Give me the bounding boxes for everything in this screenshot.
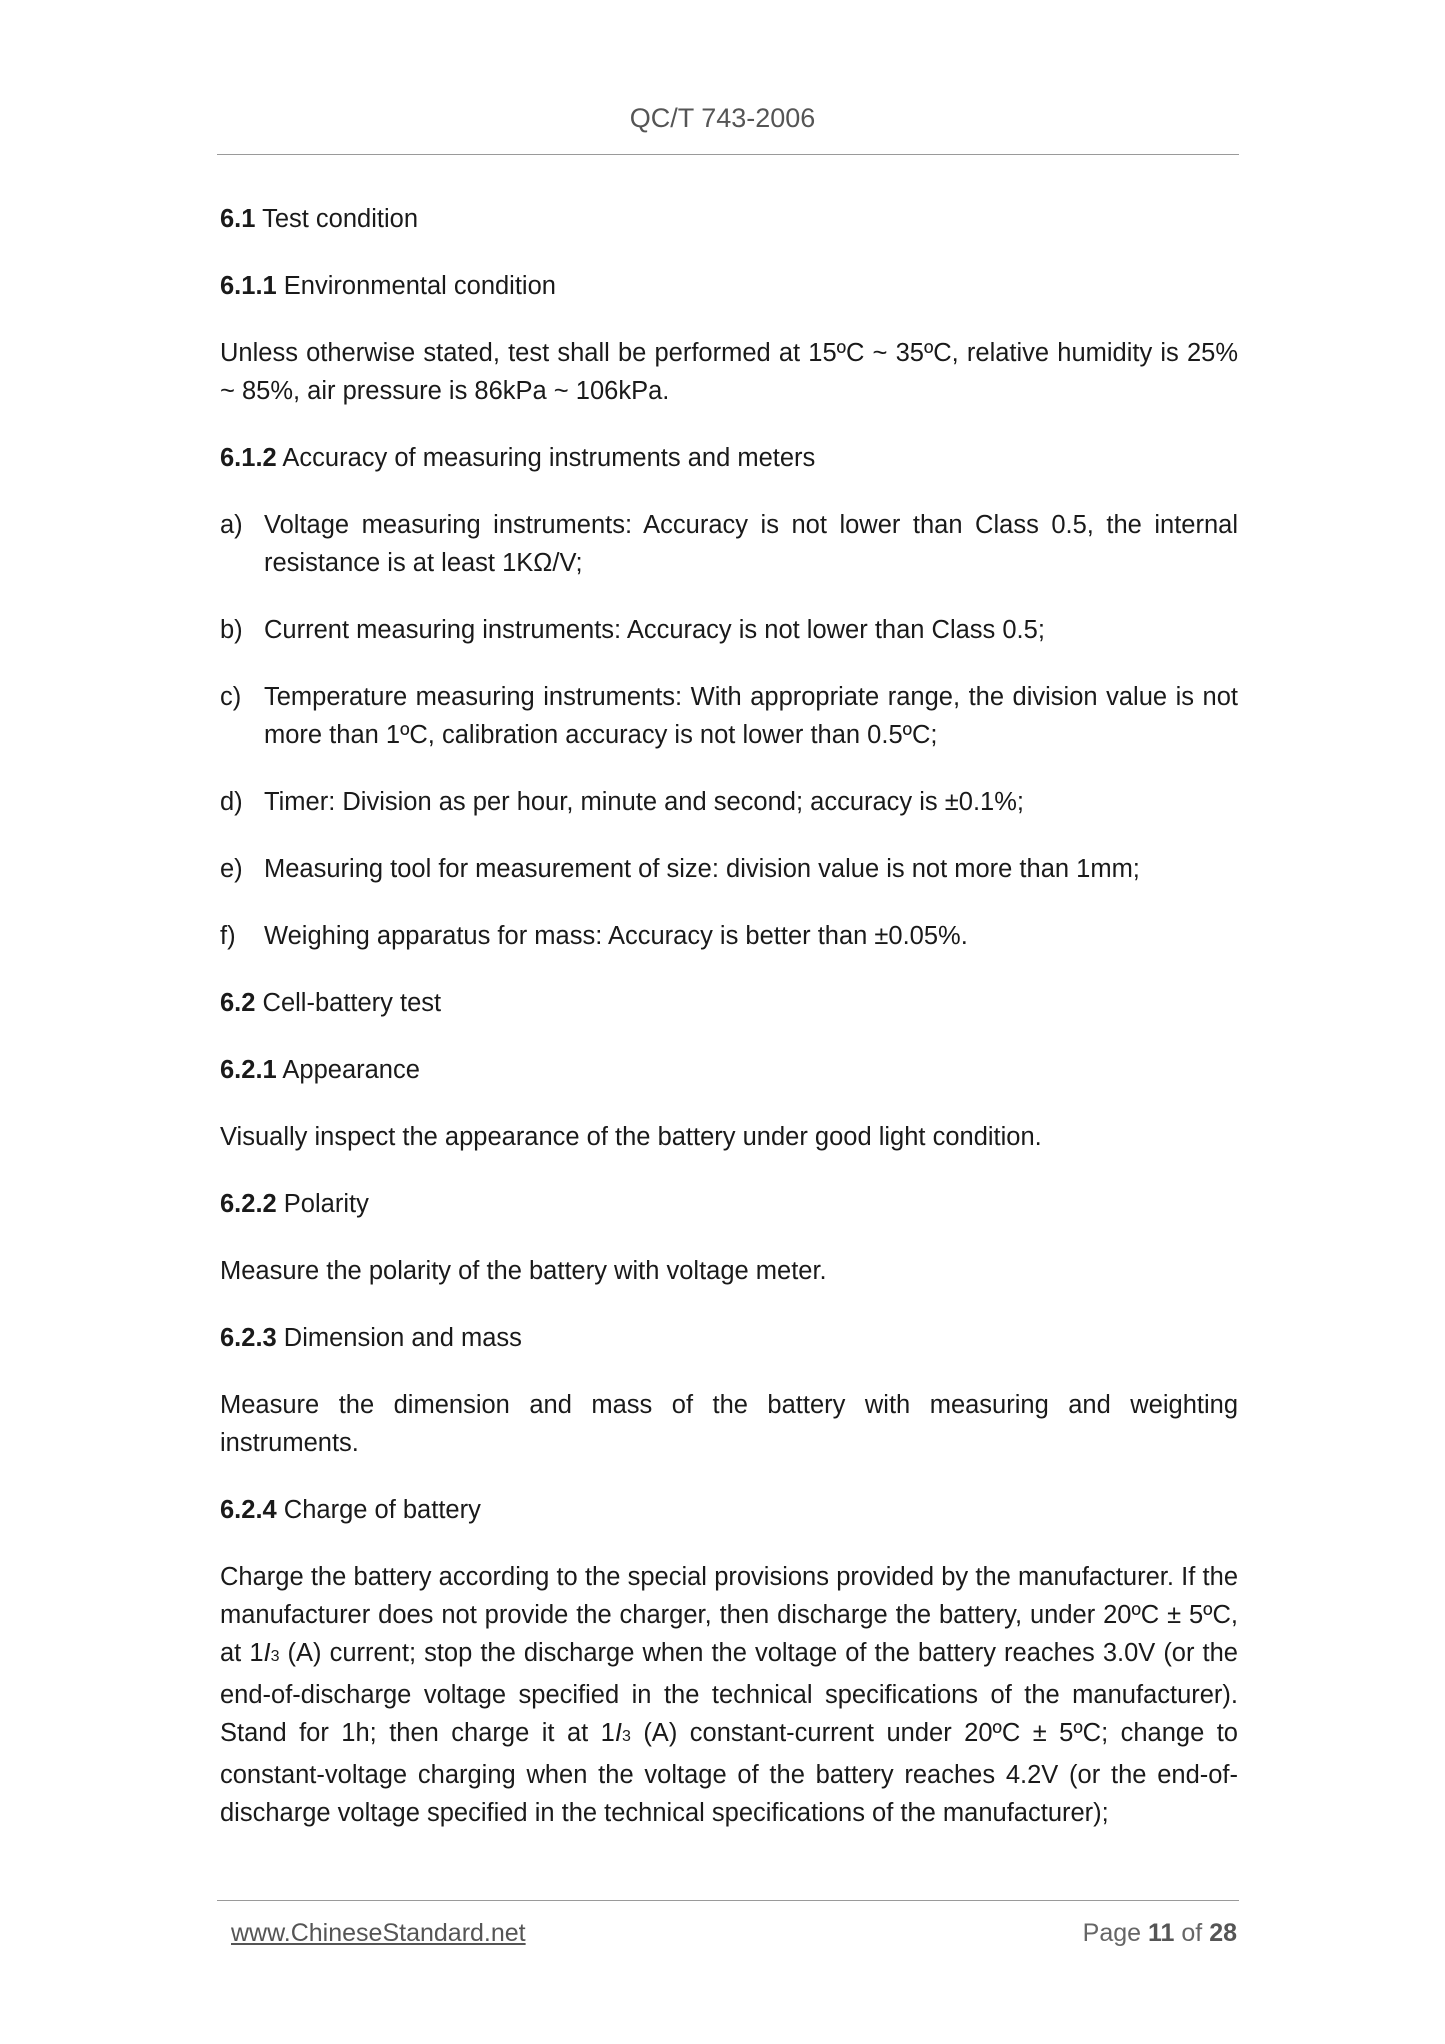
- section-number: 6.1.1: [220, 272, 277, 300]
- section-number: 6.1.2: [220, 444, 277, 472]
- paragraph-appearance: Visually inspect the appearance of the battery under good light condition.: [220, 1123, 1042, 1151]
- charge-text-part2: (A) current; stop the discharge when the voltage of the battery reaches 3.0V (or the end-of-discharge voltage specified in the technical specifications of the manufacturer). Stand for 1h; then charge it at 1: [220, 1639, 1238, 1747]
- section-title: Appearance: [276, 1056, 420, 1084]
- document-body: [220, 200, 1238, 1861]
- section-number: 6.1: [220, 205, 256, 233]
- section-heading-6-1-1: [220, 267, 1238, 305]
- list-text: Current measuring instruments: Accuracy is not lower than Class 0.5;: [264, 616, 1045, 644]
- section-number: 6.2: [220, 989, 256, 1017]
- list-marker: d): [220, 788, 243, 816]
- list-marker: c): [220, 683, 242, 711]
- section-number: 6.2.3: [220, 1324, 277, 1352]
- list-text: Timer: Division as per hour, minute and second; accuracy is ±0.1%;: [264, 788, 1024, 816]
- list-marker: f): [220, 922, 236, 950]
- section-title: Accuracy of measuring instruments and meters: [276, 444, 816, 472]
- list-text: Temperature measuring instruments: With appropriate range, the division value is not more than 1ºC, calibration accuracy is not lower than 0.5ºC;: [264, 683, 1238, 749]
- website-link[interactable]: www.ChineseStandard.net: [231, 1919, 526, 1947]
- section-number: 6.2.1: [220, 1056, 277, 1084]
- section-title: Dimension and mass: [276, 1324, 522, 1352]
- list-item-f: [220, 917, 1238, 955]
- list-item-a: [220, 506, 1238, 582]
- section-number: 6.2.2: [220, 1190, 277, 1218]
- current-symbol: I: [263, 1639, 271, 1667]
- list-marker: b): [220, 616, 243, 644]
- current-subscript: 3: [621, 1728, 631, 1745]
- section-title: Environmental condition: [276, 272, 556, 300]
- section-heading-6-2-3: [220, 1319, 1238, 1357]
- footer-divider: [217, 1900, 1239, 1901]
- section-heading-6-2: [220, 984, 1238, 1022]
- charge-text-part1: Charge the battery according to the special provisions provided by the manufacturer. If the manufacturer does not provide the charger, then discharge the battery, under 20ºC ± 5ºC, at 1: [220, 1563, 1238, 1667]
- paragraph-polarity: Measure the polarity of the battery with voltage meter.: [220, 1257, 827, 1285]
- list-marker: a): [220, 511, 243, 539]
- page-current: 11: [1148, 1919, 1175, 1947]
- section-title: Charge of battery: [276, 1496, 481, 1524]
- paragraph-dimension: Measure the dimension and mass of the battery with measuring and weighting instruments.: [220, 1391, 1238, 1457]
- section-heading-6-2-2: [220, 1185, 1238, 1223]
- current-symbol: I: [614, 1719, 622, 1747]
- list-item-c: [220, 678, 1238, 754]
- section-title: Test condition: [255, 205, 419, 233]
- document-header-id: QC/T 743-2006: [629, 103, 816, 133]
- list-text: Weighing apparatus for mass: Accuracy is better than ±0.05%.: [264, 922, 968, 950]
- paragraph-charge: [220, 1558, 1238, 1832]
- charge-text-part3: (A) constant-current under 20ºC ± 5ºC; change to constant-voltage charging when the voltage of the battery reaches 4.2V (or the end-of-discharge voltage specified in the technical specifications of the manufacturer);: [220, 1719, 1238, 1827]
- page-indicator: [1083, 1919, 1237, 1948]
- section-number: 6.2.4: [220, 1496, 277, 1524]
- list-marker: e): [220, 855, 243, 883]
- page-total: 28: [1209, 1919, 1237, 1947]
- list-text: Voltage measuring instruments: Accuracy is not lower than Class 0.5, the internal resistance is at least 1KΩ/V;: [264, 511, 1238, 577]
- list-item-d: [220, 783, 1238, 821]
- list-text: Measuring tool for measurement of size: division value is not more than 1mm;: [264, 855, 1140, 883]
- section-title: Polarity: [276, 1190, 369, 1218]
- header-divider: [217, 154, 1239, 155]
- paragraph-environmental: Unless otherwise stated, test shall be performed at 15ºC ~ 35ºC, relative humidity is 25% ~ 85%, air pressure is 86kPa ~ 106kPa.: [220, 339, 1238, 405]
- section-heading-6-2-4: [220, 1491, 1238, 1529]
- section-heading-6-2-1: [220, 1051, 1238, 1089]
- page-of: of: [1174, 1919, 1210, 1947]
- list-item-b: [220, 611, 1238, 649]
- page-prefix: Page: [1082, 1919, 1148, 1947]
- current-subscript: 3: [270, 1648, 280, 1665]
- section-title: Cell-battery test: [255, 989, 442, 1017]
- section-heading-6-1-2: [220, 439, 1238, 477]
- list-item-e: [220, 850, 1238, 888]
- section-heading-6-1: [220, 200, 1238, 238]
